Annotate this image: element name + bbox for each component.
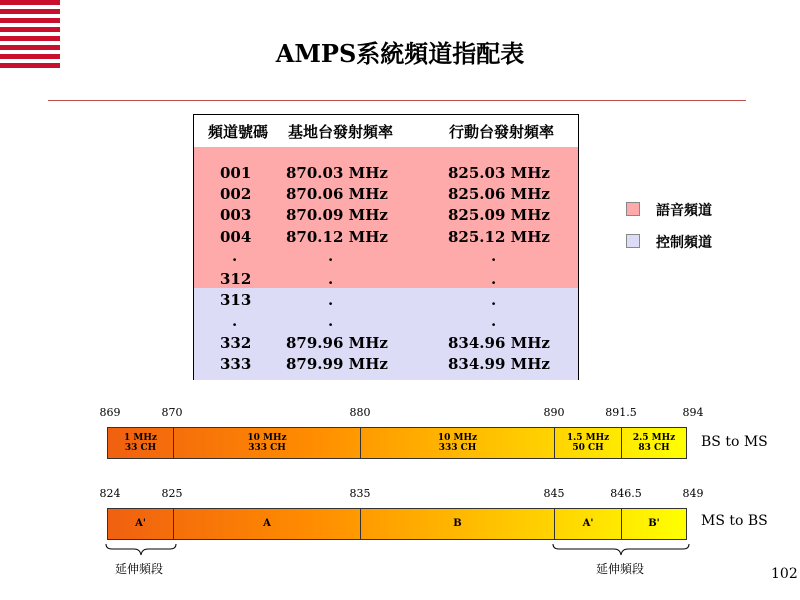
ms-segment: A' [555,509,622,539]
ms-segment: B' [648,518,660,529]
bs-tick: 880 [349,406,371,419]
ms-tick: 835 [349,487,371,500]
bs-to-ms-label: BS to MS [701,434,768,450]
bs-segment: 1 MHz 33 CH [108,428,174,458]
ms-tick: 845 [543,487,565,500]
ms-to-bs-label: MS to BS [701,513,768,529]
page-title: AMPS系統頻道指配表 [275,39,525,68]
ms-tick: 824 [99,487,121,500]
ms-tick: 846.5 [610,487,642,500]
legend-control-label: 控制頻道 [656,235,712,251]
ms-to-bs-band [107,508,687,540]
bs-segment: 10 MHz 333 CH [174,428,361,458]
legend-voice-label: 語音頻道 [656,203,712,219]
ms-tick: 849 [682,487,704,500]
table-row: 002 870.06 MHz 825.06 MHz [220,185,550,203]
ms-tick: 825 [161,487,183,500]
table-row: . . . [232,247,497,265]
table-row: 004 870.12 MHz 825.12 MHz [220,228,550,246]
voice-swatch [626,202,640,216]
header-ms-frequency: 行動台發射頻率 [449,123,555,141]
bs-tick: 890 [543,406,565,419]
table-row: 003 870.09 MHz 825.09 MHz [220,206,550,224]
table-row: . . . [232,312,497,330]
ms-segment: B [361,509,555,539]
table-row: 312 . . [220,270,497,288]
extension-band-label: 延伸頻段 [596,562,645,576]
bs-tick: 894 [682,406,704,419]
extension-brace-right [551,543,691,557]
page-number: 102 [771,566,798,582]
extension-brace-left [104,543,178,557]
bs-tick: 869 [99,406,121,419]
bs-to-ms-band [107,427,687,459]
table-header [194,115,578,147]
bs-tick: 870 [161,406,183,419]
header-channel-number: 頻道號碼 [208,123,269,141]
title-divider [48,100,746,101]
header-bs-frequency: 基地台發射頻率 [288,123,394,141]
bs-tick: 891.5 [605,406,637,419]
table-row: 333 879.99 MHz 834.99 MHz [220,355,550,373]
bs-segment: 10 MHz 333 CH [361,428,555,458]
table-row: 332 879.96 MHz 834.96 MHz [220,334,550,352]
table-row: 001 870.03 MHz 825.03 MHz [220,164,550,182]
ms-segment: A' [108,509,174,539]
bs-segment: 1.5 MHz 50 CH [555,428,622,458]
bs-segment: 2.5 MHz 83 CH [632,433,676,453]
table-row: 313 . . [220,291,497,309]
channel-table [193,114,579,380]
extension-band-label: 延伸頻段 [115,562,164,576]
control-swatch [626,234,640,248]
ms-segment: A [174,509,361,539]
